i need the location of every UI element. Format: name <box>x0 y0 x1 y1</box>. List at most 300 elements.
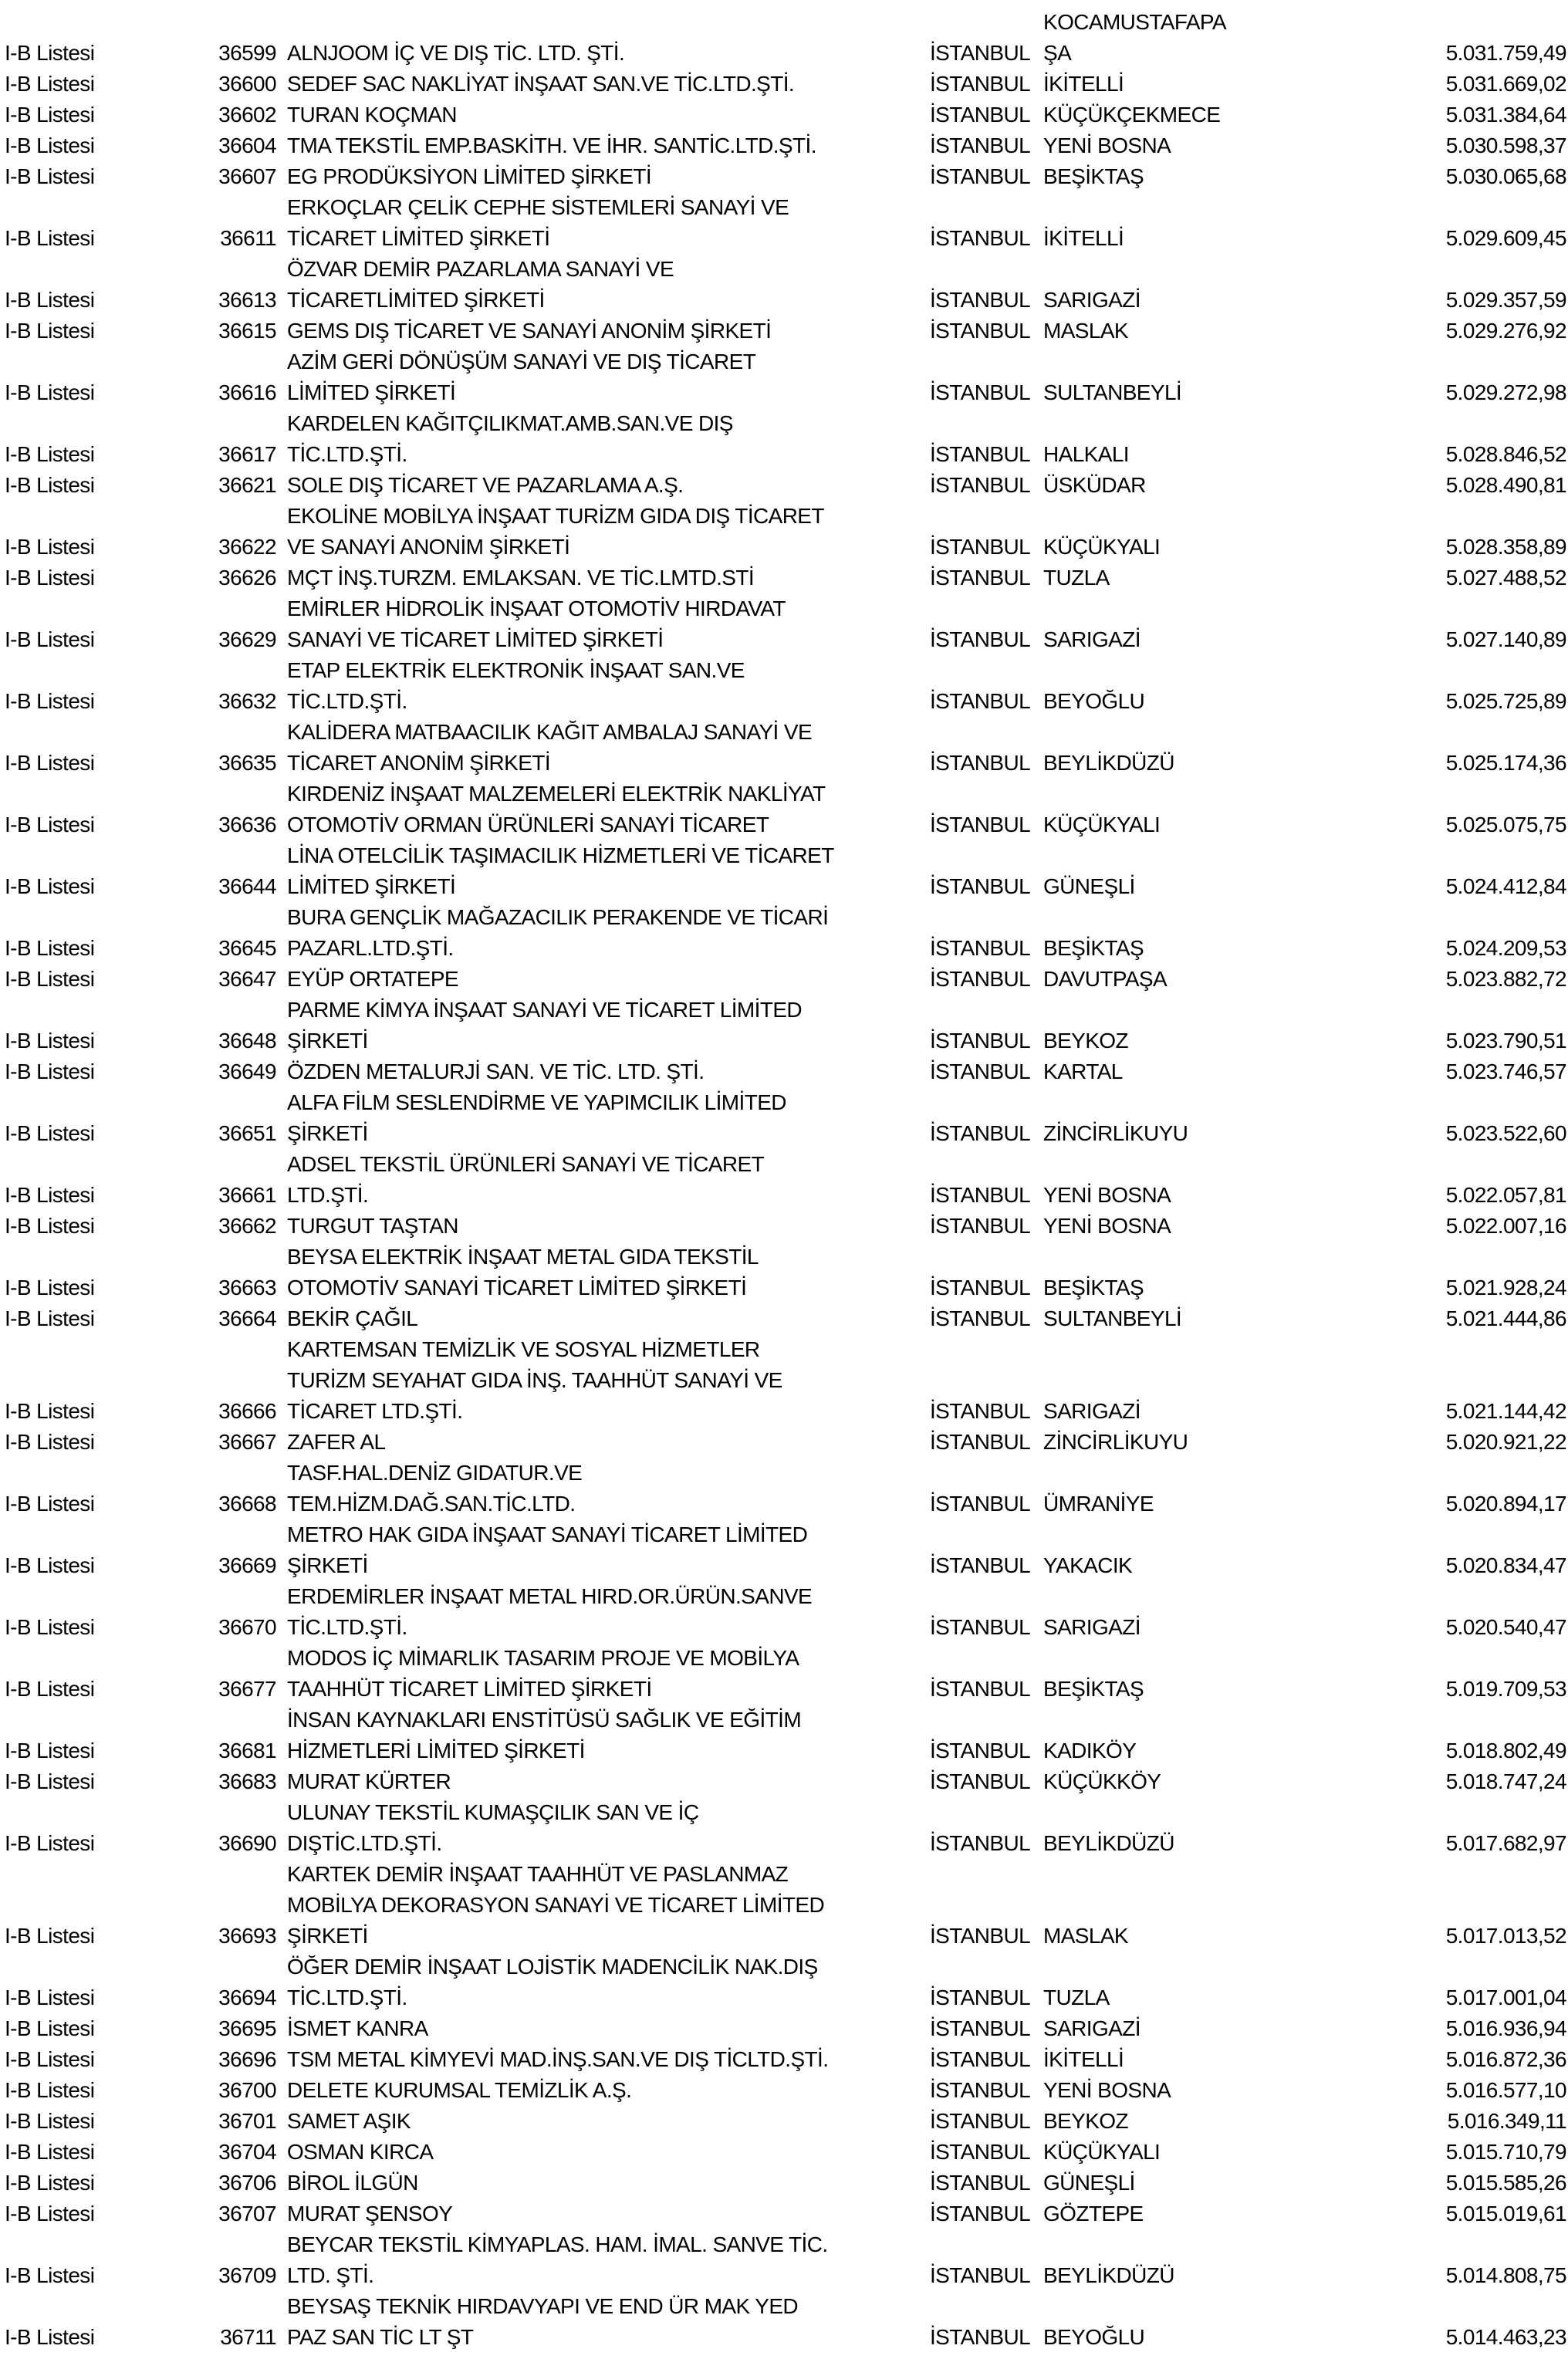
company-name: LİMİTED ŞİRKETİ <box>287 380 456 404</box>
table-row <box>0 1550 1568 1581</box>
city-value: İSTANBUL <box>930 1306 1031 1330</box>
company-code: 36647 <box>218 967 276 991</box>
company-code: 36709 <box>218 2263 276 2287</box>
company-name: PARME KİMYA İNŞAAT SANAYİ VE TİCARET LİMİTED <box>287 998 803 1022</box>
company-name: TİCARET LİMİTED ŞİRKETİ <box>287 226 550 250</box>
list-type-label: I-B Listesi <box>5 1121 95 1145</box>
company-code: 36707 <box>218 2202 276 2226</box>
company-code: 36661 <box>218 1183 276 1207</box>
amount-value: 5.015.710,79 <box>1445 2140 1566 2164</box>
company-name: MOBİLYA DEKORASYON SANAYİ VE TİCARET LİMİTED <box>287 1893 825 1917</box>
company-code: 36694 <box>218 1986 276 2009</box>
company-name: KALİDERA MATBAACILIK KAĞIT AMBALAJ SANAYİ VE <box>287 720 813 744</box>
district-value: SARIGAZİ <box>1043 2016 1141 2040</box>
company-name: MÇT İNŞ.TURZM. EMLAKSAN. VE TİC.LMTD.STİ <box>287 566 755 590</box>
district-value: KÜÇÜKÇEKMECE <box>1043 103 1221 127</box>
amount-value: 5.020.894,17 <box>1445 1492 1566 1516</box>
company-name: TİCARET ANONİM ŞİRKETİ <box>287 751 550 775</box>
city-value: İSTANBUL <box>930 1029 1031 1053</box>
district-value: BEYLİKDÜZÜ <box>1043 1831 1174 1855</box>
company-name: EKOLİNE MOBİLYA İNŞAAT TURİZM GIDA DIŞ TİCARET <box>287 504 824 528</box>
company-code: 36662 <box>218 1214 276 1238</box>
company-name: ŞİRKETİ <box>287 1924 368 1948</box>
company-name: TURİZM SEYAHAT GIDA İNŞ. TAAHHÜT SANAYİ VE <box>287 1368 782 1392</box>
amount-value: 5.024.412,84 <box>1445 874 1566 898</box>
list-type-label: I-B Listesi <box>5 164 95 188</box>
district-value: SULTANBEYLİ <box>1043 1306 1182 1330</box>
city-value: İSTANBUL <box>930 1553 1031 1577</box>
company-name: VE SANAYİ ANONİM ŞİRKETİ <box>287 535 570 559</box>
amount-value: 5.029.272,98 <box>1445 380 1566 404</box>
table-row <box>0 2137 1568 2168</box>
city-value: İSTANBUL <box>930 1399 1031 1423</box>
company-name: AZİM GERİ DÖNÜŞÜM SANAYİ VE DIŞ TİCARET <box>287 350 756 373</box>
table-row <box>0 1705 1568 1735</box>
list-type-label: I-B Listesi <box>5 1214 95 1238</box>
company-name: OTOMOTİV SANAYİ TİCARET LİMİTED ŞİRKETİ <box>287 1276 747 1299</box>
company-code: 36616 <box>218 380 276 404</box>
company-code: 36683 <box>218 1769 276 1793</box>
table-row <box>0 1859 1568 1890</box>
table-row <box>0 1180 1568 1211</box>
table-row <box>0 933 1568 964</box>
city-value: İSTANBUL <box>930 627 1031 651</box>
list-type-label: I-B Listesi <box>5 1677 95 1701</box>
city-value: İSTANBUL <box>930 319 1031 343</box>
list-type-label: I-B Listesi <box>5 751 95 775</box>
city-value: İSTANBUL <box>930 2325 1031 2349</box>
table-row <box>0 748 1568 779</box>
district-value: YENİ BOSNA <box>1043 133 1171 157</box>
table-row <box>0 1952 1568 1982</box>
district-value: BEYLİKDÜZÜ <box>1043 751 1174 775</box>
amount-value: 5.016.577,10 <box>1445 2078 1566 2102</box>
company-name: TİCARET LTD.ŞTİ. <box>287 1399 463 1423</box>
table-row <box>0 809 1568 840</box>
company-name: MURAT ŞENSOY <box>287 2202 453 2226</box>
table-row <box>0 2013 1568 2044</box>
list-type-label: I-B Listesi <box>5 1924 95 1948</box>
table-row <box>0 408 1568 439</box>
company-code: 36651 <box>218 1121 276 1145</box>
company-code: 36649 <box>218 1060 276 1083</box>
table-row <box>0 1674 1568 1705</box>
table-row <box>0 902 1568 933</box>
city-value: İSTANBUL <box>930 1183 1031 1207</box>
city-value: İSTANBUL <box>930 2016 1031 2040</box>
company-name: ÖZVAR DEMİR PAZARLAMA SANAYİ VE <box>287 257 674 281</box>
company-code: 36645 <box>218 936 276 960</box>
company-name: EYÜP ORTATEPE <box>287 967 458 991</box>
district-value: BEŞİKTAŞ <box>1043 936 1144 960</box>
table-row <box>0 7 1568 38</box>
company-name: ŞİRKETİ <box>287 1029 368 1053</box>
table-row <box>0 2322 1568 2353</box>
amount-value: 5.017.682,97 <box>1445 1831 1566 1855</box>
company-name: ÖĞER DEMİR İNŞAAT LOJİSTİK MADENCİLİK NAK.DIŞ <box>287 1955 818 1979</box>
table-row <box>0 38 1568 69</box>
district-value: KADIKÖY <box>1043 1739 1137 1762</box>
list-type-label: I-B Listesi <box>5 2140 95 2164</box>
table-row <box>0 1272 1568 1303</box>
company-code: 36599 <box>218 41 276 65</box>
table-row <box>0 1087 1568 1118</box>
company-name: BURA GENÇLİK MAĞAZACILIK PERAKENDE VE TİCARİ <box>287 905 829 929</box>
list-type-label: I-B Listesi <box>5 689 95 713</box>
city-value: İSTANBUL <box>930 2202 1031 2226</box>
district-value: ÜSKÜDAR <box>1043 473 1146 497</box>
city-value: İSTANBUL <box>930 2140 1031 2164</box>
table-row <box>0 779 1568 809</box>
city-value: İSTANBUL <box>930 1677 1031 1701</box>
company-name: ERKOÇLAR ÇELİK CEPHE SİSTEMLERİ SANAYİ VE <box>287 195 789 219</box>
list-type-label: I-B Listesi <box>5 380 95 404</box>
company-code: 36690 <box>218 1831 276 1855</box>
table-row <box>0 346 1568 377</box>
district-value: BEŞİKTAŞ <box>1043 1276 1144 1299</box>
district-value: YENİ BOSNA <box>1043 1214 1171 1238</box>
amount-value: 5.025.725,89 <box>1445 689 1566 713</box>
company-name: LTD. ŞTİ. <box>287 2263 374 2287</box>
district-value: YAKACIK <box>1043 1553 1133 1577</box>
district-value: DAVUTPAŞA <box>1043 967 1168 991</box>
table-row <box>0 2229 1568 2260</box>
district-value: MASLAK <box>1043 1924 1128 1948</box>
city-value: İSTANBUL <box>930 1430 1031 1454</box>
company-code: 36600 <box>218 72 276 96</box>
company-name: PAZARL.LTD.ŞTİ. <box>287 936 454 960</box>
list-type-label: I-B Listesi <box>5 813 95 836</box>
company-name: LİNA OTELCİLİK TAŞIMACILIK HİZMETLERİ VE TİCARET <box>287 843 834 867</box>
city-value: İSTANBUL <box>930 967 1031 991</box>
amount-value: 5.015.019,61 <box>1445 2202 1566 2226</box>
company-name: TİC.LTD.ŞTİ. <box>287 689 407 713</box>
district-value: BEYOĞLU <box>1043 2325 1145 2349</box>
table-row <box>0 223 1568 254</box>
district-value: KÜÇÜKYALI <box>1043 813 1161 836</box>
city-value: İSTANBUL <box>930 1739 1031 1762</box>
list-type-label: I-B Listesi <box>5 1769 95 1793</box>
company-code: 36622 <box>218 535 276 559</box>
company-name: GEMS DIŞ TİCARET VE SANAYİ ANONİM ŞİRKETİ <box>287 319 772 343</box>
table-row <box>0 1427 1568 1458</box>
list-type-label: I-B Listesi <box>5 2047 95 2071</box>
district-value: KÜÇÜKKÖY <box>1043 1769 1161 1793</box>
district-value: GÖZTEPE <box>1043 2202 1144 2226</box>
list-type-label: I-B Listesi <box>5 1399 95 1423</box>
city-value: İSTANBUL <box>930 164 1031 188</box>
district-value: BEYKOZ <box>1043 2109 1128 2133</box>
company-name: METRO HAK GIDA İNŞAAT SANAYİ TİCARET LİMİTED <box>287 1523 808 1546</box>
district-value: İKİTELLİ <box>1043 2047 1124 2071</box>
amount-value: 5.028.846,52 <box>1445 442 1566 466</box>
district-value: SARIGAZİ <box>1043 1399 1141 1423</box>
amount-value: 5.017.013,52 <box>1445 1924 1566 1948</box>
list-type-label: I-B Listesi <box>5 2016 95 2040</box>
list-type-label: I-B Listesi <box>5 874 95 898</box>
company-name: SANAYİ VE TİCARET LİMİTED ŞİRKETİ <box>287 627 664 651</box>
company-code: 36644 <box>218 874 276 898</box>
table-row <box>0 192 1568 223</box>
table-row <box>0 377 1568 408</box>
table-row <box>0 130 1568 161</box>
district-value: YENİ BOSNA <box>1043 1183 1171 1207</box>
city-value: İSTANBUL <box>930 1214 1031 1238</box>
district-value: SARIGAZİ <box>1043 1615 1141 1639</box>
table-row <box>0 1921 1568 1952</box>
company-name: DELETE KURUMSAL TEMİZLİK A.Ş. <box>287 2078 632 2102</box>
list-type-label: I-B Listesi <box>5 133 95 157</box>
company-name: ZAFER AL <box>287 1430 386 1454</box>
company-code: 36681 <box>218 1739 276 1762</box>
table-row <box>0 1890 1568 1921</box>
table-row <box>0 2075 1568 2106</box>
district-value: TUZLA <box>1043 566 1110 590</box>
list-type-label: I-B Listesi <box>5 1615 95 1639</box>
list-type-label: I-B Listesi <box>5 319 95 343</box>
list-type-label: I-B Listesi <box>5 2325 95 2349</box>
city-value: İSTANBUL <box>930 1276 1031 1299</box>
company-name: TURAN KOÇMAN <box>287 103 457 127</box>
city-value: İSTANBUL <box>930 2078 1031 2102</box>
list-type-label: I-B Listesi <box>5 1029 95 1053</box>
company-name: ŞİRKETİ <box>287 1121 368 1145</box>
city-value: İSTANBUL <box>930 41 1031 65</box>
amount-value: 5.029.357,59 <box>1445 288 1566 312</box>
district-value: BEYOĞLU <box>1043 689 1145 713</box>
city-value: İSTANBUL <box>930 1831 1031 1855</box>
company-code: 36669 <box>218 1553 276 1577</box>
list-type-label: I-B Listesi <box>5 2171 95 2195</box>
list-type-label: I-B Listesi <box>5 1183 95 1207</box>
table-row <box>0 840 1568 871</box>
city-value: İSTANBUL <box>930 535 1031 559</box>
table-row <box>0 1519 1568 1550</box>
amount-value: 5.029.609,45 <box>1445 226 1566 250</box>
company-name: ERDEMİRLER İNŞAAT METAL HIRD.OR.ÜRÜN.SANVE <box>287 1584 813 1608</box>
district-value: ŞA <box>1043 41 1072 65</box>
company-code: 36666 <box>218 1399 276 1423</box>
company-code: 36700 <box>218 2078 276 2102</box>
city-value: İSTANBUL <box>930 2109 1031 2133</box>
district-value: BEYLİKDÜZÜ <box>1043 2263 1174 2287</box>
table-row <box>0 1828 1568 1859</box>
table-row <box>0 593 1568 624</box>
company-name: KARTEK DEMİR İNŞAAT TAAHHÜT VE PASLANMAZ <box>287 1862 789 1886</box>
company-code: 36635 <box>218 751 276 775</box>
company-code: 36626 <box>218 566 276 590</box>
amount-value: 5.031.384,64 <box>1445 103 1566 127</box>
company-name: BEKİR ÇAĞIL <box>287 1306 418 1330</box>
company-name: ŞİRKETİ <box>287 1553 368 1577</box>
table-row <box>0 1797 1568 1828</box>
company-name: SAMET AŞIK <box>287 2109 411 2133</box>
company-code: 36668 <box>218 1492 276 1516</box>
company-name: BEYSA ELEKTRİK İNŞAAT METAL GIDA TEKSTİL <box>287 1245 759 1269</box>
table-row <box>0 1581 1568 1612</box>
list-type-label: I-B Listesi <box>5 2202 95 2226</box>
list-type-label: I-B Listesi <box>5 2109 95 2133</box>
amount-value: 5.023.882,72 <box>1445 967 1566 991</box>
city-value: İSTANBUL <box>930 1924 1031 1948</box>
district-value: KOCAMUSTAFAPA <box>1043 10 1226 34</box>
table-row <box>0 1982 1568 2013</box>
district-value: YENİ BOSNA <box>1043 2078 1171 2102</box>
table-row <box>0 69 1568 100</box>
company-code: 36648 <box>218 1029 276 1053</box>
district-value: GÜNEŞLİ <box>1043 2171 1135 2195</box>
list-type-label: I-B Listesi <box>5 1276 95 1299</box>
amount-value: 5.029.276,92 <box>1445 319 1566 343</box>
list-type-label: I-B Listesi <box>5 1430 95 1454</box>
table-row <box>0 2260 1568 2291</box>
company-name: TMA TEKSTİL EMP.BASKİTH. VE İHR. SANTİC.LTD.ŞTİ. <box>287 133 816 157</box>
company-name: ETAP ELEKTRİK ELEKTRONİK İNŞAAT SAN.VE <box>287 658 745 682</box>
city-value: İSTANBUL <box>930 566 1031 590</box>
city-value: İSTANBUL <box>930 226 1031 250</box>
table-row <box>0 100 1568 130</box>
amount-value: 5.023.522,60 <box>1445 1121 1566 1145</box>
company-code: 36667 <box>218 1430 276 1454</box>
table-row <box>0 871 1568 902</box>
company-name: PAZ SAN TİC LT ŞT <box>287 2325 474 2349</box>
company-name: TASF.HAL.DENİZ GIDATUR.VE <box>287 1461 583 1485</box>
amount-value: 5.018.747,24 <box>1445 1769 1566 1793</box>
list-type-label: I-B Listesi <box>5 1060 95 1083</box>
company-name: MODOS İÇ MİMARLIK TASARIM PROJE VE MOBİLYA <box>287 1646 799 1670</box>
company-name: TİC.LTD.ŞTİ. <box>287 1615 407 1639</box>
table-row <box>0 316 1568 346</box>
company-name: ADSEL TEKSTİL ÜRÜNLERİ SANAYİ VE TİCARET <box>287 1152 765 1176</box>
city-value: İSTANBUL <box>930 103 1031 127</box>
district-value: SARIGAZİ <box>1043 288 1141 312</box>
amount-value: 5.018.802,49 <box>1445 1739 1566 1762</box>
list-type-label: I-B Listesi <box>5 1831 95 1855</box>
company-name: SEDEF SAC NAKLİYAT İNŞAAT SAN.VE TİC.LTD.ŞTİ. <box>287 72 795 96</box>
table-row <box>0 1303 1568 1334</box>
company-name: LTD.ŞTİ. <box>287 1183 369 1207</box>
company-code: 36695 <box>218 2016 276 2040</box>
district-value: SARIGAZİ <box>1043 627 1141 651</box>
district-value: BEŞİKTAŞ <box>1043 1677 1144 1701</box>
table-row <box>0 1458 1568 1489</box>
company-code: 36629 <box>218 627 276 651</box>
list-type-label: I-B Listesi <box>5 2263 95 2287</box>
company-code: 36693 <box>218 1924 276 1948</box>
city-value: İSTANBUL <box>930 133 1031 157</box>
company-code: 36621 <box>218 473 276 497</box>
city-value: İSTANBUL <box>930 874 1031 898</box>
city-value: İSTANBUL <box>930 72 1031 96</box>
list-type-label: I-B Listesi <box>5 72 95 96</box>
company-name: KARTEMSAN TEMİZLİK VE SOSYAL HİZMETLER <box>287 1337 760 1361</box>
company-code: 36711 <box>220 2325 276 2349</box>
district-value: ZİNCİRLİKUYU <box>1043 1121 1188 1145</box>
company-code: 36611 <box>220 226 276 250</box>
district-value: HALKALI <box>1043 442 1129 466</box>
table-row <box>0 1643 1568 1674</box>
table-row <box>0 1149 1568 1180</box>
company-code: 36604 <box>218 133 276 157</box>
amount-value: 5.022.007,16 <box>1445 1214 1566 1238</box>
company-code: 36632 <box>218 689 276 713</box>
table-row <box>0 1489 1568 1519</box>
district-value: KÜÇÜKYALI <box>1043 2140 1161 2164</box>
amount-value: 5.027.488,52 <box>1445 566 1566 590</box>
amount-value: 5.024.209,53 <box>1445 936 1566 960</box>
table-row <box>0 717 1568 748</box>
company-name: KARDELEN KAĞITÇILIKMAT.AMB.SAN.VE DIŞ <box>287 411 733 435</box>
amount-value: 5.020.540,47 <box>1445 1615 1566 1639</box>
company-name: İNSAN KAYNAKLARI ENSTİTÜSÜ SAĞLIK VE EĞİTİM <box>287 1708 802 1732</box>
company-code: 36607 <box>218 164 276 188</box>
table-row <box>0 2168 1568 2198</box>
company-name: ULUNAY TEKSTİL KUMAŞÇILIK SAN VE İÇ <box>287 1800 699 1824</box>
company-name: OTOMOTİV ORMAN ÜRÜNLERİ SANAYİ TİCARET <box>287 813 769 836</box>
company-name: TURGUT TAŞTAN <box>287 1214 458 1238</box>
amount-value: 5.019.709,53 <box>1445 1677 1566 1701</box>
amount-value: 5.031.759,49 <box>1445 41 1566 65</box>
city-value: İSTANBUL <box>930 1121 1031 1145</box>
table-row <box>0 2198 1568 2229</box>
table-row <box>0 470 1568 501</box>
city-value: İSTANBUL <box>930 689 1031 713</box>
company-name: TİCARETLİMİTED ŞİRKETİ <box>287 288 545 312</box>
table-row <box>0 1766 1568 1797</box>
list-type-label: I-B Listesi <box>5 2078 95 2102</box>
list-type-label: I-B Listesi <box>5 288 95 312</box>
city-value: İSTANBUL <box>930 2047 1031 2071</box>
company-name: HİZMETLERİ LİMİTED ŞİRKETİ <box>287 1739 585 1762</box>
amount-value: 5.021.928,24 <box>1445 1276 1566 1299</box>
city-value: İSTANBUL <box>930 1769 1031 1793</box>
table-row <box>0 161 1568 192</box>
company-code: 36701 <box>218 2109 276 2133</box>
list-type-label: I-B Listesi <box>5 442 95 466</box>
list-type-label: I-B Listesi <box>5 936 95 960</box>
list-type-label: I-B Listesi <box>5 103 95 127</box>
company-code: 36617 <box>218 442 276 466</box>
company-name: EMİRLER HİDROLİK İNŞAAT OTOMOTİV HIRDAVAT <box>287 597 786 620</box>
company-code: 36664 <box>218 1306 276 1330</box>
table-row <box>0 532 1568 563</box>
table-row <box>0 1211 1568 1242</box>
district-value: BEŞİKTAŞ <box>1043 164 1144 188</box>
list-type-label: I-B Listesi <box>5 1306 95 1330</box>
district-value: GÜNEŞLİ <box>1043 874 1135 898</box>
amount-value: 5.025.075,75 <box>1445 813 1566 836</box>
list-type-label: I-B Listesi <box>5 627 95 651</box>
company-code: 36696 <box>218 2047 276 2071</box>
company-code: 36706 <box>218 2171 276 2195</box>
city-value: İSTANBUL <box>930 1060 1031 1083</box>
company-name: TİC.LTD.ŞTİ. <box>287 1986 407 2009</box>
list-type-label: I-B Listesi <box>5 1739 95 1762</box>
company-code: 36602 <box>218 103 276 127</box>
list-type-label: I-B Listesi <box>5 226 95 250</box>
company-name: BİROL İLGÜN <box>287 2171 418 2195</box>
amount-value: 5.016.936,94 <box>1445 2016 1566 2040</box>
amount-value: 5.027.140,89 <box>1445 627 1566 651</box>
city-value: İSTANBUL <box>930 751 1031 775</box>
amount-value: 5.017.001,04 <box>1445 1986 1566 2009</box>
table-row <box>0 254 1568 285</box>
table-row <box>0 285 1568 316</box>
city-value: İSTANBUL <box>930 380 1031 404</box>
table-row <box>0 995 1568 1026</box>
list-type-label: I-B Listesi <box>5 566 95 590</box>
table-row <box>0 1396 1568 1427</box>
